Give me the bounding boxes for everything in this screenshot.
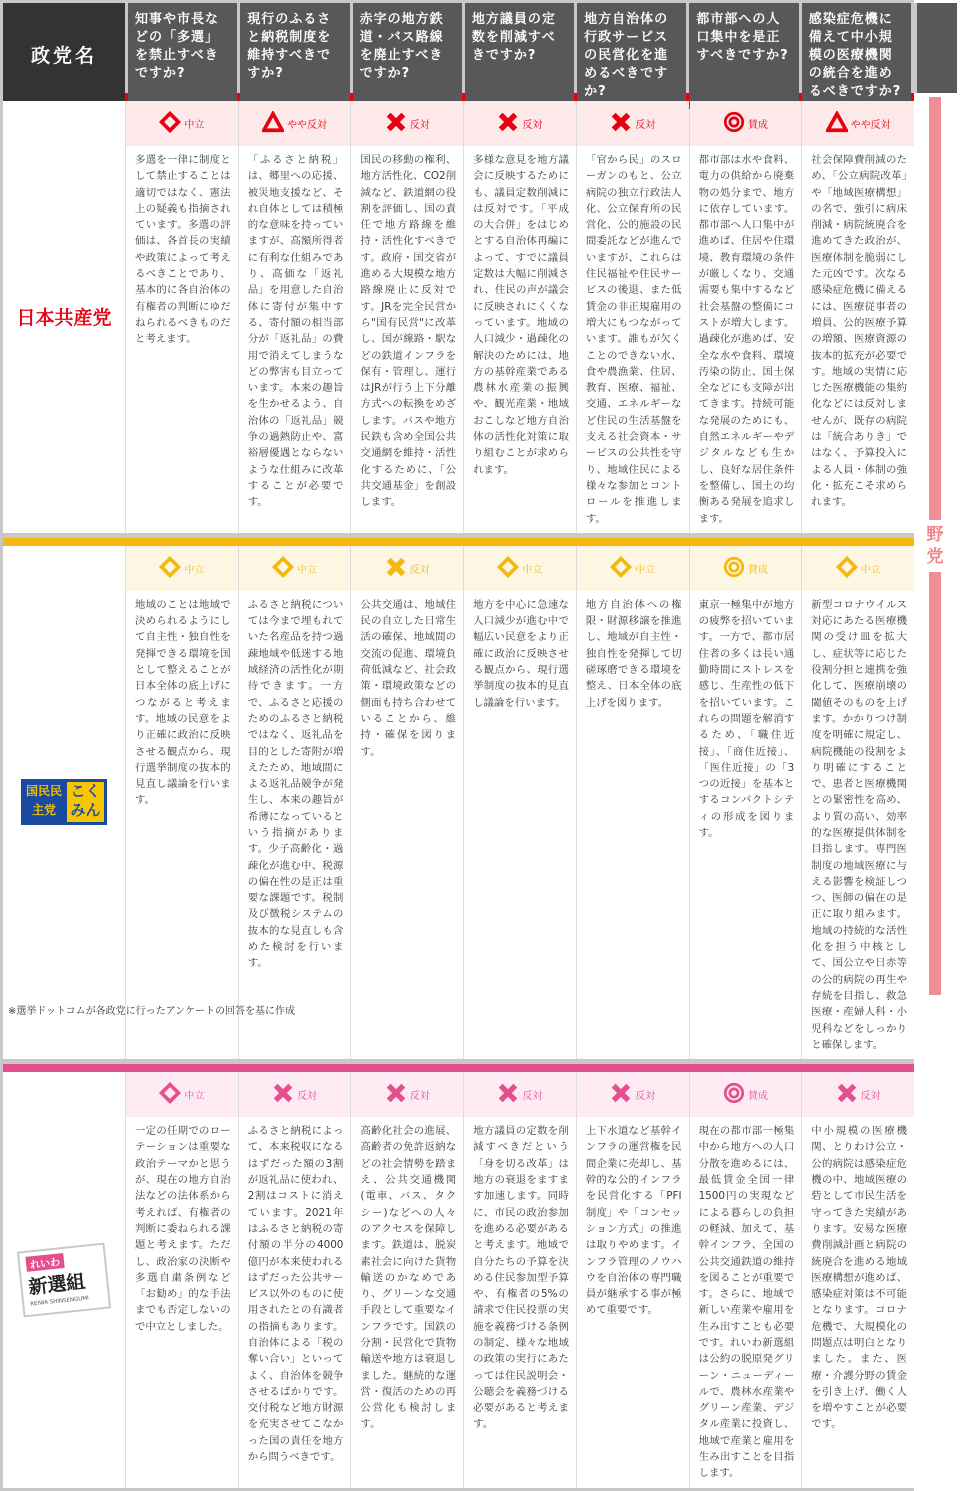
stance-cell [577, 1072, 689, 1117]
diamond-icon [836, 556, 858, 581]
stance-cell [351, 546, 463, 591]
answer-text: 「官から民」のスローガンのもと、公立病院の独立行政法人化、公立保育所の民営化、公的施設の民間委託などが進んでいますが、これらは住民福祉や住民サービスの後退、また低賃金の非正規雇用の増大にもつながっています。誰もが欠くことのできない水、食や農漁業、住居、教育、医療、福祉、交通、エネルギーなど住民の生活基盤を支える社会資本・サービスの公共性を守り、地域住民による様々な参加とコントロールを推進します。 [577, 146, 689, 533]
cross-icon [610, 111, 632, 136]
answer-text: 一定の任期でのローテーションは重要な政治テーマかと思うが、現在の地方自治法などの法体系から考えれば、有権者の判断に委ねられる課題と考えます。ただし、政治家の決断や多選自粛条例など「お勧め」的な手法までも否定しないので中立としました。 [126, 1117, 238, 1488]
stance-cell [464, 546, 576, 591]
jcp-logo: 日本共産党 [16, 307, 112, 330]
stance-cell [690, 1072, 802, 1117]
stance-label: やや反対 [287, 120, 328, 131]
reiwa-logo [17, 1242, 111, 1317]
cross-icon [385, 111, 407, 136]
answer-text: ふるさと納税については今まで埋もれていた名産品を持つ過疎地域や低迷する地域経済の活性化が期待できます。一方で、ふるさと応援のためのふるさと納税ではなく、返礼品を目的とした寄附が増えたため、地域間による返礼品競争が発生し、本来の趣旨が希薄になっているという指摘があります。少子高齢化・過疎化が進む中、税源の偏在性の是正は重要な課題です。税制及び徴税システムの抜本的な見直しも含めた検討を行います。 [239, 591, 351, 1059]
answer-text: 地方自治体への権限・財源移譲を推進し、地域が自主性・独自性を発揮して切磋琢磨できる環境を整え、日本全体の底上げを図ります。 [577, 591, 689, 1059]
triangle-icon [262, 111, 284, 136]
party-row-jcp [3, 101, 914, 533]
cross-icon [497, 111, 519, 136]
stance-label: 中立 [184, 564, 205, 576]
triangle-icon [826, 111, 848, 136]
stance-cell [802, 546, 914, 591]
answer-text: 地域のことは地域で決められるようにして自主性・独自性を発揮できる環境を国として整えることが日本全体の底上げにつながると考えます。地域の民意をより正確に政治に反映させる観点から、現行選挙制度の抜本的見直し議論を行います。 [126, 591, 238, 1059]
diamond-icon [497, 556, 519, 581]
stance-label: 反対 [409, 1091, 430, 1103]
logo-text: れいわ [25, 1253, 64, 1272]
party-name-header: 政党名 [3, 3, 125, 109]
cross-icon [610, 1082, 632, 1107]
stance-label: 反対 [635, 120, 656, 131]
question-header: 都市部への人口集中を是正すべきですか? [689, 3, 798, 109]
stance-label: 中立 [184, 1091, 205, 1103]
cross-icon [497, 1082, 519, 1107]
party-logo-cell [3, 101, 125, 533]
cross-icon [385, 1082, 407, 1107]
party-row-reiwa [3, 1072, 914, 1488]
stance-label: 中立 [297, 564, 318, 576]
side-header-cell [914, 3, 957, 93]
stance-cell [464, 1072, 576, 1117]
question-header: 感染症危機に備えて中小規模の医療機関の統合を進めるべきですか? [802, 3, 911, 109]
stance-cell [126, 101, 238, 146]
question-header: 現行のふるさと納税制度を維持すべきですか? [240, 3, 349, 109]
stance-cell [802, 101, 914, 146]
answer-text: 公共交通は、地域住民の自立した日常生活の確保、地域間の交流の促進、環境負荷低減など、社会政策・環境政策などの側面も持ち合わせていることから、維持・確保を図ります。 [351, 591, 463, 1059]
dpfp-color-bar [3, 538, 914, 546]
stance-label: 反対 [635, 1091, 656, 1103]
answer-text: 東京一極集中が地方の疲弊を招いています。一方で、都市居住者の多くは長い通勤時間にストレスを感じ、生産性の低下を招いています。これらの問題を解消するため、「職住近接」、「商住近接」、「医住近接」の「3つの近接」を基本とするコンパクトシティの形成を図ります。 [690, 591, 802, 1059]
double-circle-icon [723, 1082, 745, 1107]
question-header: 知事や市長などの「多選」を禁止すべきですか? [128, 3, 237, 109]
answer-text: 中小規模の医療機関、とりわけ公立・公的病院は感染症危機の中、地域医療の砦として市民生活を守ってきた実績があります。安易な医療費削減計画と病院の統廃合を進める地域医療構想が進めば、感染症対策は不可能となります。コロナ危機で、大規模化の問題点は明白となりました。また、医療・介護分野の賃金を引き上げ、働く人を増やすことが必要です。 [802, 1117, 914, 1488]
stance-cell [577, 101, 689, 146]
answer-text: 都市部は水や食料、電力の供給から廃棄物の処分まで、地方に依存しています。都市部へ人口集中が進めば、住居や住環境、教育環境の条件が厳しくなり、交通需要も集中するなど社会基盤の整備にコストが増大します。過疎化が進めば、安全な水や食料、環境汚染の防止、国土保全などにも支障が出てきます。持続可能な発展のためにも、自然エネルギーやデジタルなども生かし、良好な居住条件を整備し、国土の均衡ある発展を追求します。 [690, 146, 802, 533]
answer-text: 社会保障費削減のため、「公立病院改革」や「地域医療構想」の名で、強引に病床削減・病院統廃合を進めてきた政治が、医療体制を脆弱にした元凶です。次なる感染症危機に備えるには、医療従事者の増員、公的医療予算の増額、医療資源の抜本的拡充が必要です。地域の実情に応じた医療機能の集約化などには反対しませんが、既存の病院は「統合ありき」ではなく、予算投入による人員・体制の強化・拡充こそ求められます。 [802, 146, 914, 533]
stance-cell [351, 101, 463, 146]
stance-label: やや反対 [850, 120, 891, 131]
answer-text: 地方を中心に急速な人口減少が進む中で幅広い民意をより正確に政治に反映させる観点から、現行選挙制度の抜本的見直し議論を行います。 [464, 591, 576, 1059]
question-header: 地方議員の定数を削減すべきですか? [465, 3, 574, 109]
logo-text: こくみん [67, 782, 104, 822]
stance-label: 中立 [522, 564, 543, 576]
diamond-icon [159, 1082, 181, 1107]
dpfp-logo [21, 779, 107, 825]
stance-label: 賛成 [747, 564, 768, 576]
stance-cell [351, 1072, 463, 1117]
answer-text: 地方議員の定数を削減すべきだという「身を切る改革」は地方の衰退をますます加速します。同時に、市民の政治参加を進める必要があると考えます。地域で自分たちの予算を決める住民参加型予算や、有権者の5%の請求で住民投票の実施を義務づける条例の制定、様々な地域の政策の実行にあたっては住民説明会・公聴会を義務づける必要があると考えます。 [464, 1117, 576, 1488]
answer-text: 多様な意見を地方議会に反映するためにも、議員定数削減には反対です。「平成の大合併」をはじめとする自治体再編によって、すでに議員定数は大幅に削減され、住民の声が議会に反映されにくくなっています。地域の人口減少・過疎化の解決のためには、地方の基幹産業である農林水産業の振興や、観光産業・地域おこしなど地方自治体の活性化対策に取り組むことが求められます。 [464, 146, 576, 533]
answer-text: 新型コロナウイルス対応にあたる医療機関の受け皿を拡大し、症状等に応じた役割分担と連携を強化して、医療崩壊の閾値そのものを上げます。かかりつけ制度を明確に規定し、病院機能の役割をより明確にすることで、患者と医療機関との緊密性を高め、より質の高い、効率的な医療提供体制を目指します。専門医制度の地域医療に与える影響を検証しつつ、医師の偏在の是正に取り組みます。地域の持続的な活性化を担う中核として、国公立や日赤等の公的病院の再生や存続を目指し、救急医療・産婦人科・小児科などをしっかりと確保します。 [802, 591, 914, 1059]
cross-icon [272, 1082, 294, 1107]
answer-text: 国民の移動の権利、地方活性化、CO2削減など、鉄道網の役割を評価し、国の責任で地方路線を維持・活性化すべきです。政府・国交省が進める大規模な地方路線廃止に反対です。JRを完全民営から"国有民営"に改革し、国が線路・駅などの鉄道インフラを保有・管理し、運行はJRが行う上下分離方式への転換をめざします。バスや地方民鉄も含め全国公共交通網を維持・活性化するために、「公共交通基金」を創設します。 [351, 146, 463, 533]
stance-cell [239, 1072, 351, 1117]
opposition-label: 野党 [922, 520, 948, 572]
stance-label: 反対 [522, 1091, 543, 1103]
source-footnote: ※選挙ドットコムが各政党に行ったアンケートの回答を基に作成 [8, 1006, 295, 1017]
party-logo-cell [3, 1072, 125, 1488]
cross-icon [385, 556, 407, 581]
answer-text: 多選を一律に制度として禁止することは適切ではなく、憲法上の疑義も指摘されています。多選の評価は、各首長の実績や政策によって考えるべきことであり、基本的に各自治体の有権者の判断にゆだねられるべきものだと考えます。 [126, 146, 238, 533]
stance-label: 反対 [409, 120, 430, 131]
reiwa-color-bar [3, 1064, 914, 1072]
answer-text: 現在の都市部一極集中から地方への人口分散を進めるには、最低賃金全国一律1500円の実現などによる暮らしの負担の軽減、加えて、基幹インフラ、全国の公共交通鉄道の維持を図ることが重要です。さらに、地域で新しい産業や雇用を生み出すことも必要です。れいわ新選組は公約の脱原発グリーン・ニューディールで、農林水産業やグリーン産業、デジタル産業に投資し、地域で産業と雇用を生み出すことを目指します。 [690, 1117, 802, 1488]
question-header: 赤字の地方鉄道・バス路線を廃止すべきですか? [353, 3, 462, 109]
diamond-icon [610, 556, 632, 581]
stance-label: 賛成 [747, 1091, 768, 1103]
stance-cell [464, 101, 576, 146]
stance-cell [126, 546, 238, 591]
stance-cell [690, 101, 802, 146]
diamond-icon [159, 111, 181, 136]
answer-text: ふるさと納税によって、本来税収になるはずだった額の3割が返礼品に使われ、2割はコストに消えています。2021年はふるさと納税の寄付額の半分の4000億円が本来使われるはずだった公共サービス以外のものに使用されたとの有識者の指摘もあります。自治体による「税の奪い合い」といってよく、自治体を競争させるばかりです。交付税など地方財源を充実させてこなかった国の責任を地方から問うべきです。 [239, 1117, 351, 1488]
stance-cell [126, 1072, 238, 1117]
stance-label: 中立 [860, 564, 881, 576]
stance-label: 中立 [184, 120, 205, 131]
stance-label: 賛成 [747, 120, 768, 131]
party-row-dpfp [3, 546, 914, 1059]
stance-cell [239, 546, 351, 591]
diamond-icon [159, 556, 181, 581]
question-header: 地方自治体の行政サービスの民営化を進めるべきですか? [577, 3, 686, 109]
diamond-icon [272, 556, 294, 581]
answer-text: 上下水道など基幹インフラの運営権を民間企業に売却し、基幹的な公的インフラを民営化する「PFI制度」や「コンセッション方式」の推進は取りやめます。インフラ管理のノウハウを自治体の専門職員が継承する事が極めて重要です。 [577, 1117, 689, 1488]
stance-cell [802, 1072, 914, 1117]
header-row [3, 3, 914, 99]
opposition-side-marker [914, 0, 960, 1000]
stance-label: 反対 [522, 120, 543, 131]
logo-text: 国民民主党 [25, 784, 62, 818]
stance-label: 反対 [409, 564, 430, 576]
stance-cell [690, 546, 802, 591]
stance-label: 反対 [297, 1091, 318, 1103]
logo-text: REIWA SHINSENGUMI [30, 1295, 90, 1308]
stance-cell [577, 546, 689, 591]
party-logo-cell [3, 546, 125, 1059]
cross-icon [836, 1082, 858, 1107]
stance-cell [239, 101, 351, 146]
double-circle-icon [723, 111, 745, 136]
logo-text: 新選組 [27, 1270, 87, 1299]
stance-label: 中立 [635, 564, 656, 576]
answer-text: 「ふるさと納税」は、郷里への応援、被災地支援など、それ自体としては積極的な意味を持っていますが、高額所得者に有利な仕組みであり、高価な「返礼品」を用意した自治体に寄付が集中する、寄付額の相当部分が「返礼品」の費用で消えてしまうなどの弊害も目立っています。本来の趣旨を生かせるよう、自治体の「返礼品」競争の過熱防止や、富裕層優遇とならないような仕組みに改革することが必要です。 [239, 146, 351, 533]
answer-text: 高齢化社会の進展、高齢者の免許返納などの社会情勢を踏まえ、公共交通機関(電車、バス、タクシー)などへの人々のアクセスを保障します。鉄道は、脱炭素社会に向けた貨物輸送のかなめであり、グリーンな交通手段として重要なインフラです。国鉄の分割・民営化で貨物輸送や地方は衰退しました。継続的な運営・復活のための再公営化も検討します。 [351, 1117, 463, 1488]
stance-label: 反対 [860, 1091, 881, 1103]
double-circle-icon [723, 556, 745, 581]
